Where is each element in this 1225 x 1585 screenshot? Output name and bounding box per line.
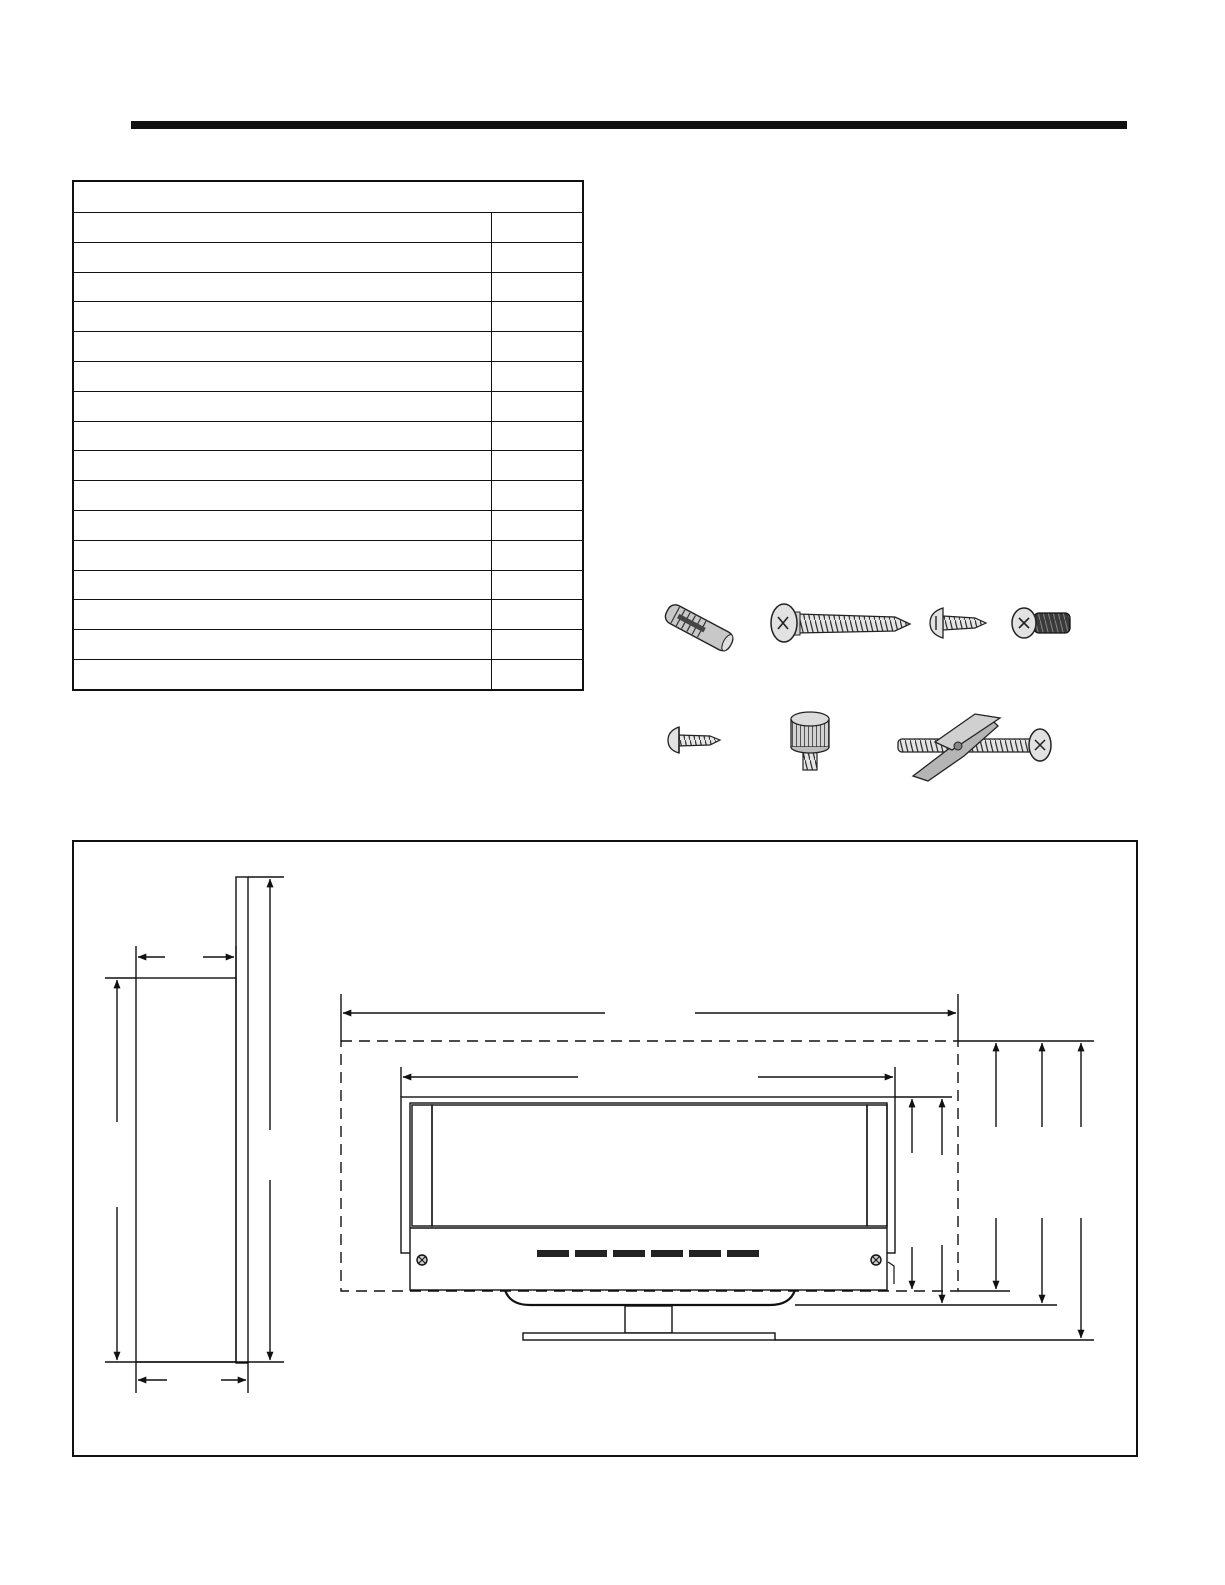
part-quantity-cell (491, 659, 583, 689)
part-description-cell (73, 600, 491, 630)
part-description-cell (73, 391, 491, 421)
table-row (73, 451, 583, 481)
part-quantity-cell (491, 600, 583, 630)
washer-head-screw-icon (668, 727, 720, 753)
plastic-anchor-icon (663, 602, 736, 653)
part-quantity-cell (491, 242, 583, 272)
part-description-cell (73, 659, 491, 689)
part-quantity-cell (491, 451, 583, 481)
part-quantity-cell (491, 570, 583, 600)
part-quantity-cell (491, 332, 583, 362)
parts-table-header-row (73, 181, 583, 213)
part-quantity-cell (491, 510, 583, 540)
part-description-cell (73, 302, 491, 332)
header-rule (131, 121, 1127, 129)
thumb-screw-icon (791, 712, 829, 770)
part-quantity-cell (491, 630, 583, 660)
table-row (73, 630, 583, 660)
table-row (73, 481, 583, 511)
part-description-cell (73, 332, 491, 362)
table-row (73, 213, 583, 243)
part-quantity-cell (491, 421, 583, 451)
part-description-cell (73, 630, 491, 660)
table-row (73, 272, 583, 302)
part-quantity-cell (491, 272, 583, 302)
part-description-cell (73, 242, 491, 272)
part-description-cell (73, 421, 491, 451)
part-description-cell (73, 361, 491, 391)
table-row (73, 510, 583, 540)
pan-head-screw-icon (771, 604, 910, 642)
part-description-cell (73, 451, 491, 481)
table-row (73, 570, 583, 600)
table-row (73, 361, 583, 391)
table-row (73, 391, 583, 421)
table-row (73, 332, 583, 362)
table-row (73, 242, 583, 272)
toggle-bolt-icon (898, 714, 1051, 781)
part-quantity-cell (491, 540, 583, 570)
parts-table-body (73, 213, 583, 690)
part-description-cell (73, 272, 491, 302)
part-quantity-cell (491, 481, 583, 511)
parts-table-title (73, 181, 583, 213)
table-row (73, 540, 583, 570)
part-description-cell (73, 570, 491, 600)
part-quantity-cell (491, 361, 583, 391)
part-description-cell (73, 540, 491, 570)
part-description-cell (73, 213, 491, 243)
part-quantity-cell (491, 391, 583, 421)
dimension-diagram-frame (72, 840, 1138, 1457)
part-quantity-cell (491, 213, 583, 243)
table-row (73, 659, 583, 689)
table-row (73, 421, 583, 451)
part-quantity-cell (491, 302, 583, 332)
small-screw-icon (930, 608, 986, 638)
part-description-cell (73, 510, 491, 540)
table-row (73, 600, 583, 630)
machine-screw-icon (1012, 608, 1070, 638)
parts-table (72, 180, 584, 691)
table-row (73, 302, 583, 332)
part-description-cell (73, 481, 491, 511)
